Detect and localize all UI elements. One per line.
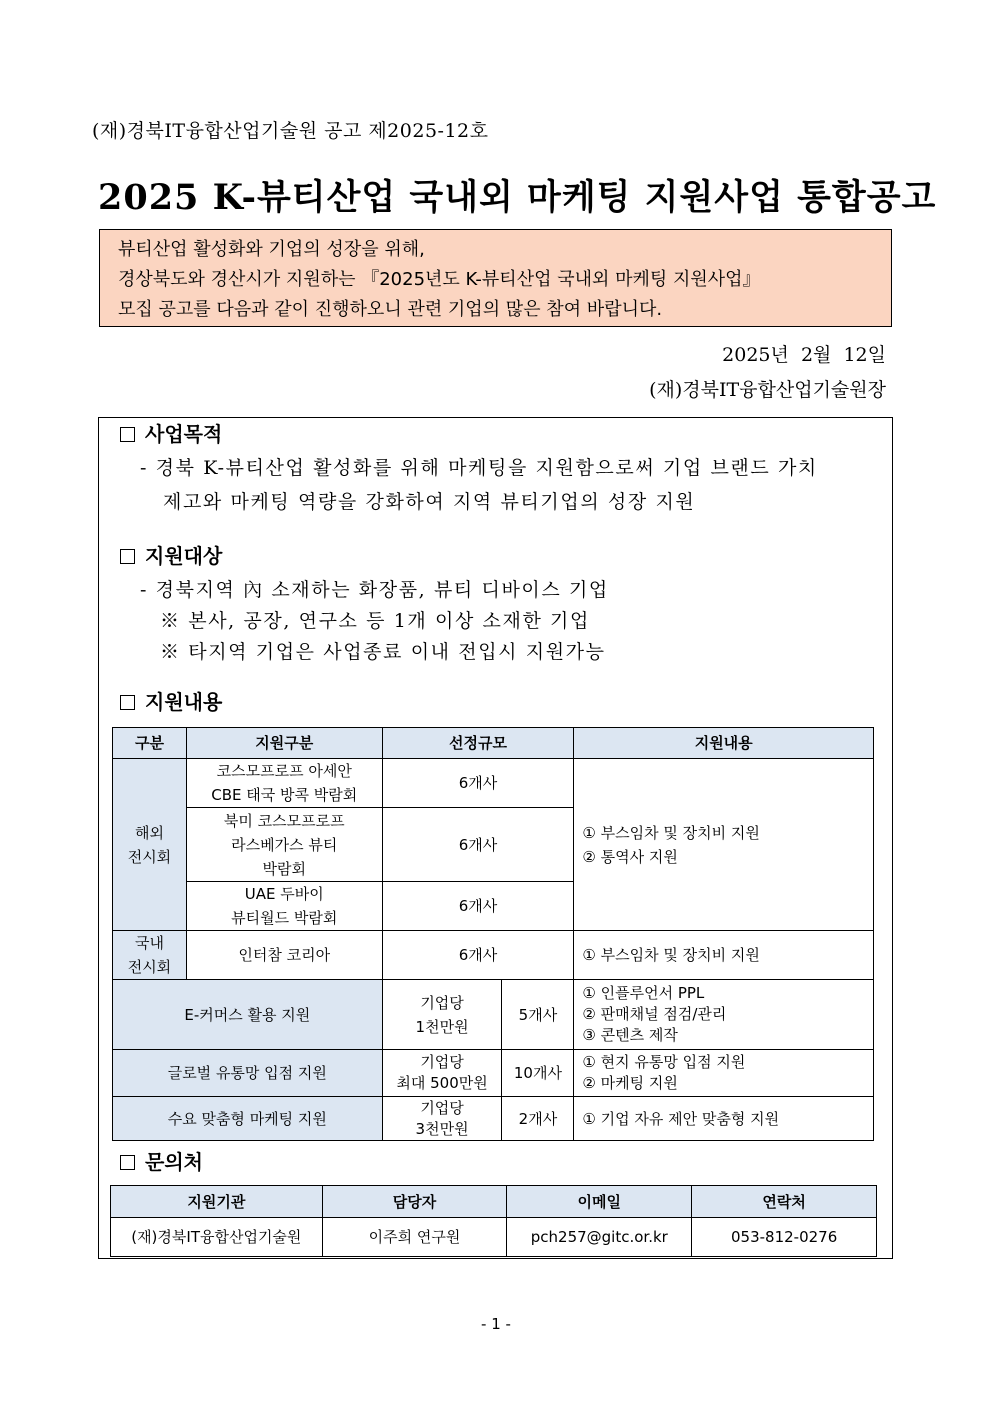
intro-line: 뷰티산업 활성화와 기업의 성장을 위해, [118, 239, 425, 260]
category-text: 국내 [134, 934, 164, 952]
table-row [113, 931, 874, 980]
notice-number: (재)경북IT융합산업기술원 공고 제2025-12호 [92, 120, 489, 142]
table-header-row [113, 728, 874, 759]
section-title: 지원대상 [145, 544, 223, 568]
program-text: CBE 태국 방콕 박람회 [211, 786, 358, 804]
target-note: ※ 본사, 공장, 연구소 등 1개 이상 소재한 기업 [160, 610, 590, 632]
amount-text: 3천만원 [415, 1119, 469, 1138]
program-text: 박람회 [262, 859, 307, 878]
checkbox-square-icon [120, 1155, 135, 1170]
program-text: 라스베가스 뷰티 [231, 835, 338, 854]
category-text: 전시회 [127, 958, 172, 976]
page-number: - 1 - [481, 1315, 511, 1333]
content-cell: ① 부스임차 및 장치비 지원 [574, 931, 874, 980]
section-purpose-heading [120, 418, 222, 447]
table-row [113, 1050, 874, 1097]
ecommerce-label: E-커머스 활용 지원 [113, 980, 383, 1050]
amount-cell [382, 1097, 502, 1141]
program-cell [186, 882, 382, 931]
content-item: ③ 콘텐츠 제작 [582, 1026, 678, 1044]
amount-text: 기업당 [420, 1098, 464, 1117]
program-text: 뷰티월드 박람회 [231, 909, 338, 927]
content-item: ② 통역사 지원 [582, 847, 678, 866]
content-item: ① 현지 유통망 입점 지원 [582, 1053, 746, 1071]
custom-label: 수요 맞춤형 마케팅 지원 [113, 1097, 383, 1141]
header-cell: 구분 [113, 728, 187, 759]
notice-date: 2025년 2월 12일 [722, 344, 886, 366]
scale-cell: 6개사 [382, 759, 574, 808]
amount-cell [382, 1050, 502, 1097]
table-row [113, 1097, 874, 1141]
program-cell [186, 808, 382, 882]
header-cell: 지원기관 [111, 1186, 323, 1218]
overseas-category [113, 759, 187, 931]
category-text: 전시회 [127, 847, 172, 866]
amount-text: 최대 500만원 [396, 1074, 488, 1092]
manager-cell: 이주희 연구원 [322, 1218, 507, 1257]
content-item: ① 인플루언서 PPL [582, 984, 705, 1002]
section-title: 문의처 [145, 1150, 203, 1174]
intro-line: 모집 공고를 다음과 같이 진행하오니 관련 기업의 많은 참여 바랍니다. [118, 299, 663, 320]
program-text: 코스모프로프 아세안 [216, 762, 352, 780]
content-cell [574, 980, 874, 1050]
agency-cell: (재)경북IT융합산업기술원 [111, 1218, 323, 1257]
scale-cell: 6개사 [382, 882, 574, 931]
table-row [113, 759, 874, 808]
section-content-heading [120, 686, 222, 715]
table-row [111, 1218, 877, 1257]
header-cell: 선정규모 [382, 728, 574, 759]
header-cell: 지원구분 [186, 728, 382, 759]
content-item: ② 판매채널 점검/관리 [582, 1005, 727, 1023]
intro-box [99, 229, 892, 327]
amount-text: 기업당 [420, 1053, 464, 1071]
purpose-line: 제고와 마케팅 역량을 강화하여 지역 뷰티기업의 성장 지원 [163, 491, 696, 513]
section-title: 사업목적 [145, 422, 223, 446]
section-contact-heading [120, 1146, 203, 1175]
header-cell: 지원내용 [574, 728, 874, 759]
category-text: 해외 [134, 823, 164, 842]
count-cell: 2개사 [502, 1097, 574, 1141]
program-text: UAE 두바이 [244, 885, 324, 903]
amount-cell [382, 980, 502, 1050]
program-text: 북미 코스모프로프 [223, 811, 345, 830]
program-cell: 인터참 코리아 [186, 931, 382, 980]
support-table [112, 727, 874, 1141]
domestic-category [113, 931, 187, 980]
global-label: 글로벌 유통망 입점 지원 [113, 1050, 383, 1097]
section-title: 지원내용 [145, 690, 223, 714]
checkbox-square-icon [120, 427, 135, 442]
content-cell [574, 1050, 874, 1097]
intro-line: 경상북도와 경산시가 지원하는 『2025년도 K-뷰티산업 국내외 마케팅 지원사업』 [118, 269, 761, 290]
contact-table [110, 1185, 877, 1257]
checkbox-square-icon [120, 695, 135, 710]
checkbox-square-icon [120, 549, 135, 564]
issuer: (재)경북IT융합산업기술원장 [649, 379, 886, 401]
scale-cell: 6개사 [382, 931, 574, 980]
phone-cell: 053-812-0276 [692, 1218, 877, 1257]
email-link[interactable]: pch257@gitc.or.kr [507, 1218, 692, 1257]
content-item: ① 부스임차 및 장치비 지원 [582, 823, 760, 842]
overseas-content-cell [574, 759, 874, 931]
table-row [113, 980, 874, 1050]
header-cell: 연락처 [692, 1186, 877, 1218]
purpose-line: - 경북 K-뷰티산업 활성화를 위해 마케팅을 지원함으로써 기업 브랜드 가치 [140, 457, 818, 479]
scale-cell: 6개사 [382, 808, 574, 882]
target-line: - 경북지역 內 소재하는 화장품, 뷰티 디바이스 기업 [140, 579, 609, 601]
header-cell: 이메일 [507, 1186, 692, 1218]
section-target-heading [120, 540, 222, 569]
content-cell: ① 기업 자유 제안 맞춤형 지원 [574, 1097, 874, 1141]
count-cell: 10개사 [502, 1050, 574, 1097]
target-note: ※ 타지역 기업은 사업종료 이내 전입시 지원가능 [160, 641, 606, 663]
amount-text: 기업당 [420, 993, 464, 1012]
page-title: 2025 K-뷰티산업 국내외 마케팅 지원사업 통합공고 [98, 177, 937, 218]
amount-text: 1천만원 [415, 1017, 469, 1036]
content-item: ② 마케팅 지원 [582, 1074, 678, 1092]
table-header-row [111, 1186, 877, 1218]
header-cell: 담당자 [322, 1186, 507, 1218]
program-cell [186, 759, 382, 808]
count-cell: 5개사 [502, 980, 574, 1050]
